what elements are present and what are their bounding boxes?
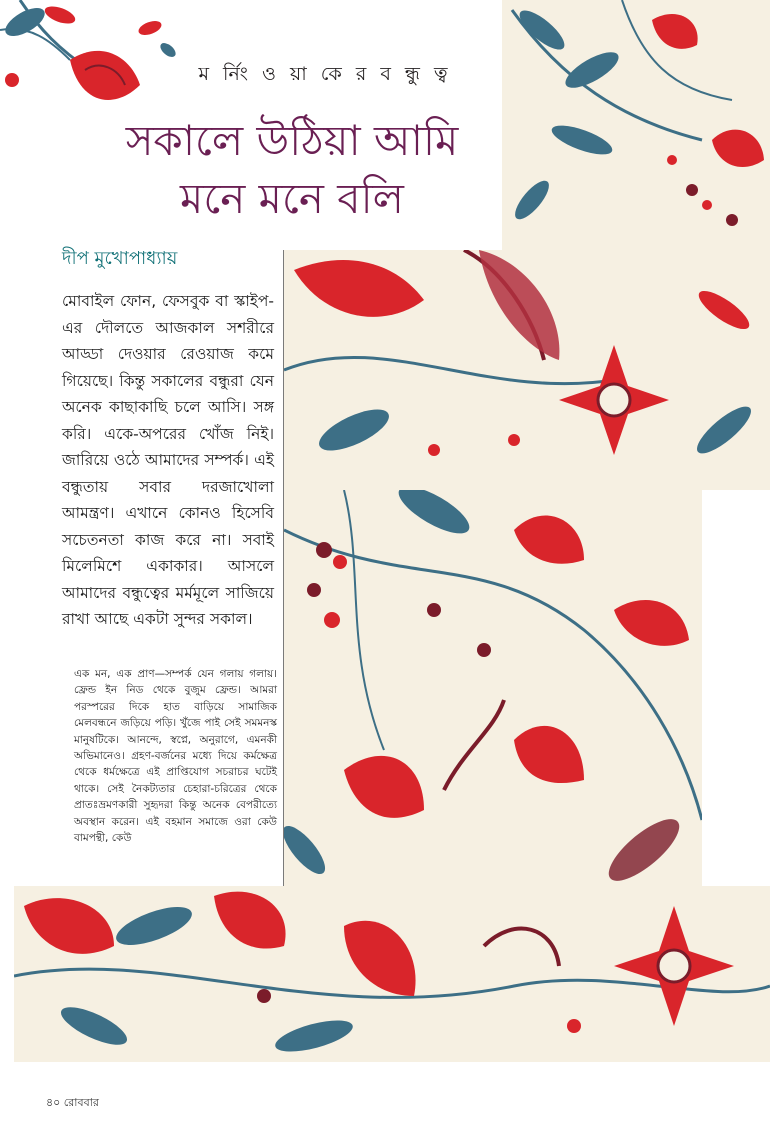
floral-illustration-bottom	[14, 886, 770, 1062]
section-kicker: ম র্নিং ও য়া কে র ব ন্ধু ত্ব	[198, 63, 452, 85]
body-paragraph: এক মন, এক প্রাণ—সম্পর্ক যেন গলায় গলায়। ফ্রেন্ড ইন নিড থেকে বুজুম ফ্রেন্ড। আমরা পরস্পরের দিকে হাত বাড়িয়ে সামাজিক মেলবন্ধনে জড়িয়ে পড়ি। খুঁজে পাই সেই সমমনস্ক মানুষটিকে। আনন্দে, স্বপ্নে, অনুরাগে, এমনকী অভিমানেও। গ্রহণ-বর্জনের মধ্যে দিয়ে কর্মক্ষেত্র থেকে ধর্মক্ষেত্রে এই প্রাপ্তিযোগ সচরাচর ঘটেই থাকে। সেই নৈকট্যতার চেহারা-চরিত্রের থেকে প্রাতঃভ্রমণকারী সুহৃদরা কিন্তু অনেক বেপরীত্যে অবস্থান করেন। এই বহমান সমাজে ওরা কেউ বামপন্থী, কেউ	[74, 668, 277, 845]
author-byline: দীপ মুখোপাধ্যায়	[62, 248, 178, 269]
floral-illustration-mid-right	[284, 490, 702, 890]
floral-illustration-top-right	[502, 0, 770, 250]
intro-paragraph: মোবাইল ফোন, ফেসবুক বা স্কাইপ-এর দৌলতে আজকাল সশরীরে আড্ডা দেওয়ার রেওয়াজ কমে গিয়েছে। কিন্তু সকালের বন্ধুরা যেন অনেক কাছাকাছি চলে আসি। সঙ্গ করি। একে-অপরের খোঁজ নিই। জারিয়ে ওঠে আমাদের সম্পর্ক। এই বন্ধুতায় সবার দরজাখোলা আমন্ত্রণ। এখানে কোনও হিসেবি সচেতনতা কাজ করে না। সবাই মিলেমিশে একাকার। আসলে আমাদের বন্ধুত্বের মর্মমূলে সাজিয়ে রাখা আছে একটা সুন্দর সকাল।	[62, 292, 274, 628]
page-folio: ৪০ রোববার	[46, 1096, 99, 1109]
headline-line-2: মনে মনে বলি	[180, 174, 404, 223]
floral-illustration-top-left	[0, 0, 190, 115]
floral-illustration-right	[284, 250, 770, 490]
headline-line-1: সকালে উঠিয়া আমি	[125, 116, 459, 165]
column-divider	[283, 250, 284, 886]
headline	[92, 112, 492, 228]
